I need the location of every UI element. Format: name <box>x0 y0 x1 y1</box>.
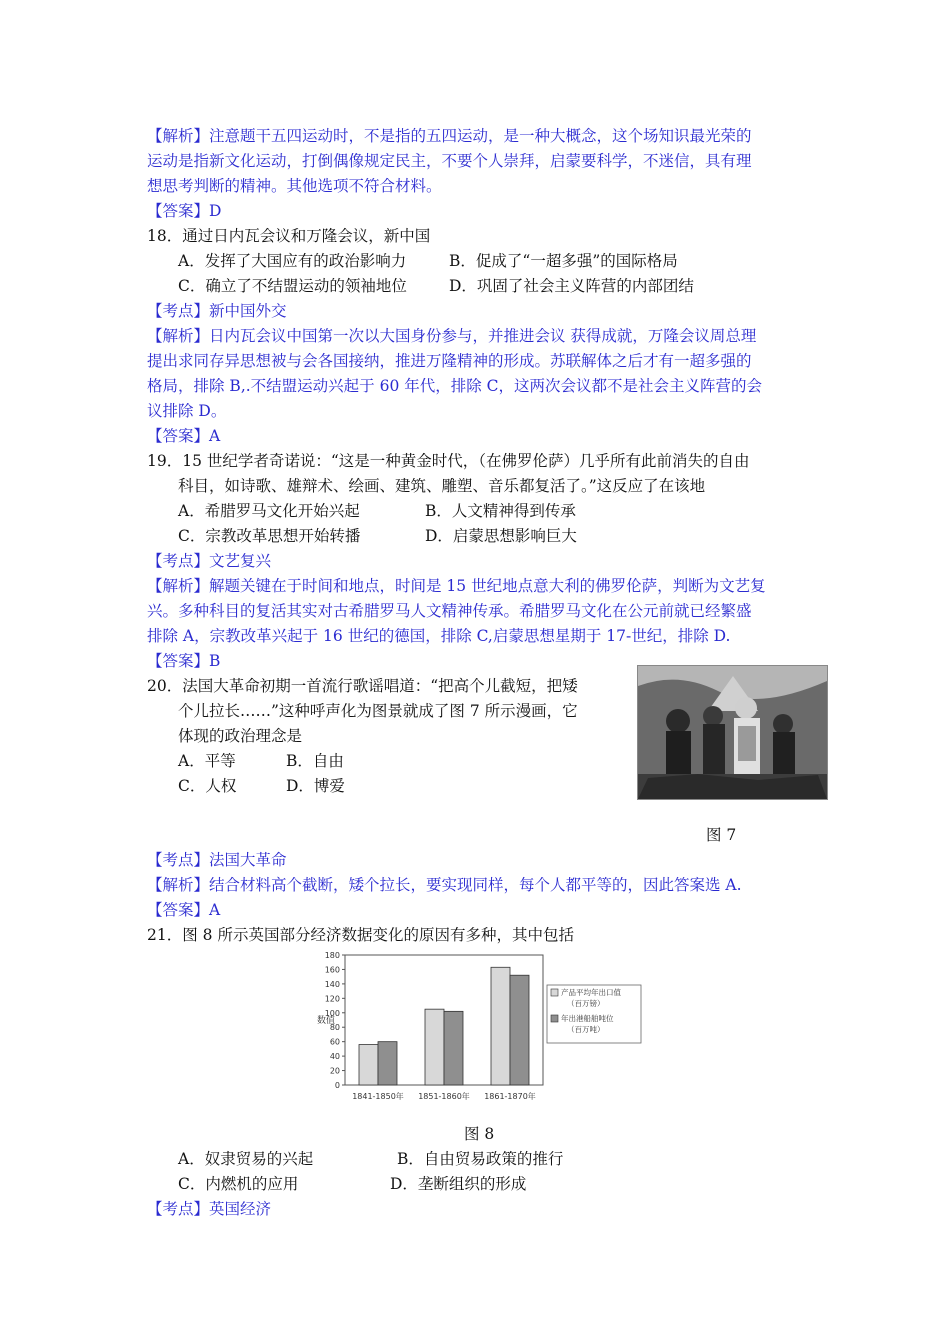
q19-option-a: A．希腊罗马文化开始兴起 <box>178 502 360 520</box>
y-tick-label: 40 <box>329 1052 340 1062</box>
bar <box>491 967 510 1085</box>
q21-option-d: D．垄断组织的形成 <box>390 1175 527 1193</box>
q20-option-c: C．人权 <box>178 777 237 795</box>
y-tick-label: 100 <box>324 1008 340 1018</box>
q17-analysis-line-2: 运动是指新文化运动，打倒偶像规定民主，不要个人崇拜，启蒙要科学，不迷信，具有理 <box>147 152 752 170</box>
x-tick-label: 1861-1870年 <box>484 1092 536 1101</box>
bar <box>425 1009 444 1085</box>
q19-stem-line-2: 科目，如诗歌、雄辩术、绘画、建筑、雕塑、音乐都复活了。”这反应了在该地 <box>178 477 706 495</box>
x-tick-label: 1851-1860年 <box>418 1092 470 1101</box>
y-tick-label: 180 <box>324 951 340 960</box>
q21-option-a: A．奴隶贸易的兴起 <box>178 1150 314 1168</box>
q21-stem: 21．图 8 所示英国部分经济数据变化的原因有多种，其中包括 <box>147 926 574 944</box>
q19-analysis-line-1: 【解析】解题关键在于时间和地点，时间是 15 世纪地点意大利的佛罗伦萨，判断为文艺复 <box>147 577 766 595</box>
q18-point: 【考点】新中国外交 <box>147 302 287 320</box>
q19-option-c: C．宗教改革思想开始转播 <box>178 527 361 545</box>
q19-analysis-line-2: 兴。多种科目的复活其实对古希腊罗马人文精神传承。希腊罗马文化在公元前就已经繁盛 <box>147 602 752 620</box>
chart-bars <box>359 967 529 1085</box>
y-tick-label: 140 <box>324 979 340 989</box>
q19-analysis-line-3: 排除 A，宗教改革兴起于 16 世纪的德国，排除 C,启蒙思想星期于 17-世纪，排除 D. <box>147 627 731 645</box>
q20-stem-line-2: 个儿拉长……”这种呼声化为图景就成了图 7 所示漫画，它 <box>178 702 578 720</box>
legend-swatch <box>551 989 558 996</box>
q21-option-b: B．自由贸易政策的推行 <box>397 1150 564 1168</box>
q18-answer: 【答案】A <box>147 427 221 445</box>
legend-unit: （百万吨） <box>567 1025 605 1034</box>
q19-stem-line-1: 19．15 世纪学者奇诺说：“这是一种黄金时代，（在佛罗伦萨）几乎所有此前消失的自由 <box>147 452 750 470</box>
q18-option-a: A．发挥了大国应有的政治影响力 <box>178 252 407 270</box>
figure-7-caption: 图 7 <box>706 826 737 844</box>
legend-label: 产品平均年出口值 <box>561 988 621 997</box>
q18-option-d: D．巩固了社会主义阵营的内部团结 <box>449 277 694 295</box>
q19-option-d: D．启蒙思想影响巨大 <box>425 527 577 545</box>
y-tick-label: 160 <box>324 965 340 975</box>
q20-analysis: 【解析】结合材料高个截断，矮个拉长，要实现同样，每个人都平等的，因此答案选 A. <box>147 876 742 894</box>
q18-option-c: C．确立了不结盟运动的领袖地位 <box>178 277 407 295</box>
figure-8-caption: 图 8 <box>464 1125 495 1143</box>
bar <box>359 1045 378 1085</box>
q20-option-a: A．平等 <box>178 752 236 770</box>
y-tick-label: 0 <box>334 1081 340 1090</box>
q20-answer: 【答案】A <box>147 901 221 919</box>
y-tick-label: 60 <box>329 1037 340 1047</box>
q19-point: 【考点】文艺复兴 <box>147 552 272 570</box>
legend-unit: （百万镑） <box>567 999 605 1008</box>
bar <box>510 975 529 1085</box>
q17-answer: 【答案】D <box>147 202 222 220</box>
chart-legend <box>547 985 641 1043</box>
q18-option-b: B．促成了“一超多强”的国际格局 <box>449 252 678 270</box>
legend-label: 年出港船舶吨位 <box>561 1014 614 1023</box>
bar <box>444 1011 463 1085</box>
q20-stem-line-1: 20．法国大革命初期一首流行歌谣唱道：“把高个儿截短，把矮 <box>147 677 578 695</box>
q19-answer: 【答案】B <box>147 652 221 670</box>
q18-analysis-line-3: 格局，排除 B,.不结盟运动兴起于 60 年代，排除 C，这两次会议都不是社会主义阵营的会 <box>147 377 763 395</box>
q18-analysis-line-2: 提出求同存异思想被与会各国接纳，推进万隆精神的形成。苏联解体之后才有一超多强的 <box>147 352 752 370</box>
y-tick-label: 120 <box>324 994 340 1004</box>
y-axis-label: 数值 <box>317 1016 336 1026</box>
q17-analysis-line-3: 想思考判断的精神。其他选项不符合材料。 <box>147 177 442 195</box>
bar <box>378 1042 397 1085</box>
q20-stem-line-3: 体现的政治理念是 <box>178 727 303 745</box>
q21-point: 【考点】英国经济 <box>147 1200 272 1218</box>
q18-analysis-line-1: 【解析】日内瓦会议中国第一次以大国身份参与，并推进会议 获得成就，万隆会议周总理 <box>147 327 757 345</box>
legend-swatch <box>551 1015 558 1022</box>
q21-option-c: C．内燃机的应用 <box>178 1175 299 1193</box>
q18-stem: 18．通过日内瓦会议和万隆会议，新中国 <box>147 227 431 245</box>
x-tick-label: 1841-1850年 <box>352 1092 404 1101</box>
figure-7-cartoon-image <box>637 665 828 800</box>
figure-8-bar-chart <box>315 945 645 1110</box>
y-tick-label: 80 <box>329 1023 340 1033</box>
q17-analysis-line-1: 【解析】注意题干五四运动时，不是指的五四运动，是一种大概念，这个场知识最光荣的 <box>147 127 752 145</box>
q20-option-d: D．博爱 <box>286 777 345 795</box>
q20-option-b: B．自由 <box>286 752 344 770</box>
q18-analysis-line-4: 议排除 D。 <box>147 402 227 420</box>
cartoon-illustration <box>638 666 827 799</box>
q19-option-b: B．人文精神得到传承 <box>425 502 576 520</box>
q20-point: 【考点】法国大革命 <box>147 851 287 869</box>
y-tick-label: 20 <box>329 1066 340 1076</box>
